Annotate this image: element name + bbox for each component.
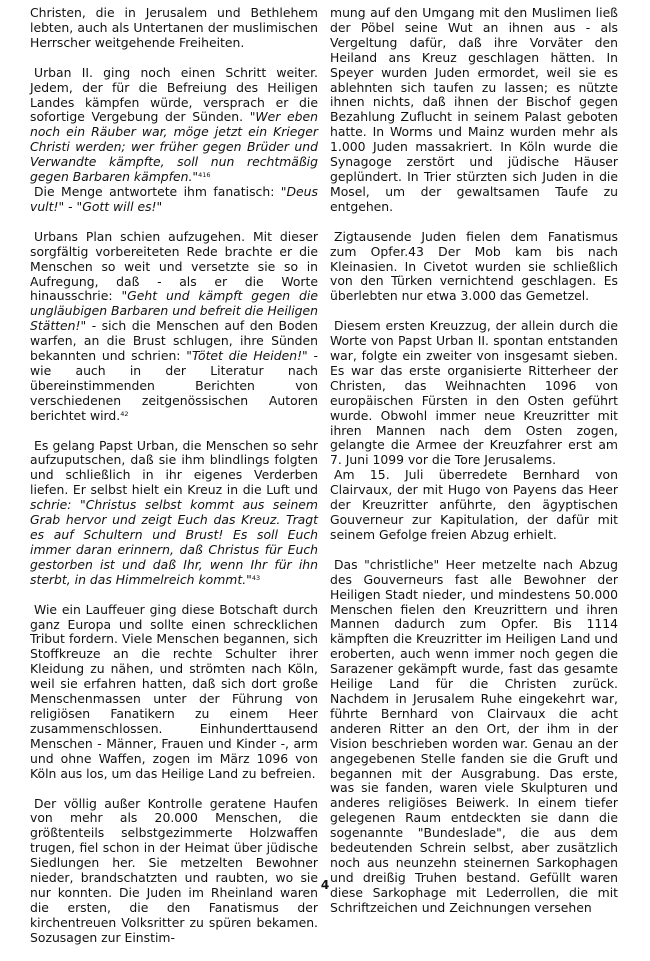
paragraph-victims: Zigtausende Juden fielen dem Fanatismus zum Opfer.43 Der Mob kam bis nach Kleinasien. In Civetot wurden sie schließlich von den Türken vernichtend geschlagen. Es überlebten nur etwa 3.000 das Gemetzel. (330, 228, 618, 304)
paragraph-urban-promise (30, 66, 318, 185)
paragraph-intro-continuation: Christen, die in Jerusalem und Bethlehem lebten, auch als Untertanen der muslimischen Herrscher weitgehende Freiheiten. (30, 5, 318, 50)
paragraph-second-crusade: Diesem ersten Kreuzzug, der allein durch die Worte von Papst Urban II. spontan entstanden war, folgte ein zweiter von insgesamt sieben. Es war das erste organisierte Ritterheer der Christen, das Weihnachten 1096 von europäischen Fürsten in den Osten geführt wurde. Obwohl immer neue Kreuzritter mit ihren Mannen nach dem Osten zogen, gelangte die Armee der Kreuzfahrer erst am 7. Juni 1099 vor die Tore Jerusalems. (330, 318, 618, 468)
quote-text: "Wer eben noch ein Räuber war, möge jetzt ein Krieger Christi werden; wer früher gegen Brüder und Verwandte kämpfte, soll nun rechtmäßig gegen Barbaren kämpfen." (30, 109, 318, 185)
footnote-marker: 42 (120, 409, 129, 418)
paragraph-cross-speech (30, 439, 318, 588)
paragraph-crowd-answer (30, 185, 318, 215)
footnote-marker: 43 (251, 573, 261, 582)
dash-separator: - (64, 198, 77, 214)
paragraph-text: Urban II. ging noch einen Schritt weiter. Jedem, der für die Befreiung des Heiligen Landes kämpfen würde, versprach er die sofortige Vergebung der Sünden. (30, 64, 318, 125)
paragraph-wildfire: Wie ein Lauffeuer ging diese Botschaft durch ganz Europa und sollte einen schrecklichen Tribut fordern. Viele Menschen begannen, sich Stoffkreuze an die rechte Schulter ihrer Kleidung zu nähen, und strömten nach Köln, weil sie erfahren hatten, daß sich dort große Menschenmassen unter der Führung von religiösen Fanatikern zu einem Heer zusammenschlossen. Einhunderttausend Menschen - Männer, Frauen und Kinder -, arm und ohne Waffen, zogen im März 1096 von Köln aus los, um das Heilige Land zu befreien. (30, 601, 318, 781)
quote-text: "Deus vult!" (30, 183, 318, 214)
right-column (330, 6, 618, 931)
quote-text: schrie: "Christus selbst kommt aus seinem Grab hervor und zeigt Euch das Kreuz. Tragt es auf Schultern und Brust! Es soll Euch immer daran erinnern, daß Christus für Euch gestorben ist und daß Ihr, wenn Ihr für ihn sterbt, in das Himmelreich kommt." (30, 497, 318, 587)
paragraph-massacre-ark: Das "christliche" Heer metzelte nach Abzug des Gouverneurs fast alle Bewohner der Heiligen Stadt nieder, und mindestens 50.000 Menschen fielen den Kreuzrittern und ihren Mannen dadurch zum Opfer. Bis 1114 kämpften die Kreuzritter im Heiligen Land und eroberten, auch wenn immer noch gegen die Sarazener gekämpft wurde, fast das gesamte Heilige Land für die Christen zurück. Nachdem in Jerusalem Ruhe eingekehrt war, führte Bernhard von Clairvaux die acht anderen Ritter an den Ort, der ihm in der Vision beschrieben worden war. Genau an der angegebenen Stelle fanden sie die Gruft und begannen mit der Ausgrabung. Das erste, was sie fanden, waren viele Skulpturen und anderes religiöses Beiwerk. In einem tiefer gelegenen Raum entdeckten sie dann die sogenannte "Bundeslade", die aus dem bedeutenden Schrein selbst, aber zusätzlich noch aus neunzehn steinernen Sarkophagen und dreißig Truhen bestand. Gefüllt waren diese Sarkophage mit Lederrollen, die mit Schriftzeichen und Zeichnungen versehen (330, 556, 618, 915)
paragraph-text: - sich die Menschen auf den Boden warfen, an die Brust schlugen, ihre Sünden bekannten und schrien: (30, 318, 318, 364)
paragraph-text: Die Menge antwortete ihm fanatisch: (34, 183, 275, 199)
paragraph-text: Es gelang Papst Urban, die Menschen so sehr aufzuputschen, daß sie ihm blindlings folgten und schließlich in ihr eigenes Verderben liefen. Er selbst hielt ein Kreuz in die Luft und (30, 437, 318, 498)
paragraph-urban-plan (30, 230, 318, 424)
page-number: 4 (320, 878, 330, 892)
paragraph-text: - wie auch in der Literatur nach übereinstimmenden Berichten von verschiedenen zeitgenössischen Autoren berichtet wird. (30, 348, 318, 423)
quote-text: "Geht und kämpft gegen die ungläubigen Barbaren und befreit die Heiligen Stätten!" (30, 288, 318, 334)
paragraph-pogroms: mung auf den Umgang mit den Muslimen ließ der Pöbel seine Wut an ihnen aus - als Vergeltung dafür, daß ihre Vorväter den Heiland ans Kreuz geschlagen hätten. In Speyer wurden Juden ermordet, weil sie es ablehnten sich taufen zu lassen; es nützte ihnen nichts, daß ihnen der Bischof gegen Bezahlung Zuflucht in seinem Palast geboten hatte. In Worms und Mainz wurden mehr als 1.000 Juden massakriert. In Köln wurde die Synagoge zerstört und jüdische Häuser geplündert. In Trier stürzten sich Juden in die Mosel, um der gewaltsamen Taufe zu entgehen. (330, 5, 618, 214)
footnote-marker: 416 (198, 171, 211, 180)
quote-text: "Tötet die Heiden!" (186, 348, 308, 364)
paragraph-mob: Der völlig außer Kontrolle geratene Haufen von mehr als 20.000 Menschen, die größtenteils selbstgezimmerte Holzwaffen trugen, fiel schon in der Heimat über jüdische Siedlungen her. Sie metzelten Bewohner nieder, brandschatzten und raubten, wo sie nur konnten. Die Juden im Rheinland waren die ersten, die den Fanatismus der kirchentreuen Volksritter zu spüren bekamen. Sozusagen zur Einstim- (30, 795, 318, 945)
left-column (30, 6, 318, 961)
quote-text: "Gott will es!" (76, 198, 163, 214)
paragraph-capitulation: Am 15. Juli überredete Bernhard von Clairvaux, der mit Hugo von Payens das Heer der Kreuzritter anführte, den ägyptischen Gouverneur zur Kapitulation, der dafür mit seinem Gefolge freien Abzug erhielt. (330, 467, 618, 542)
paragraph-text: Urbans Plan schien aufzugehen. Mit dieser sorgfältig vorbereiteten Rede brachte er die Menschen so weit und versetzte sie so in Aufregung, daß - als er die Worte hinausschrie: (30, 228, 318, 304)
